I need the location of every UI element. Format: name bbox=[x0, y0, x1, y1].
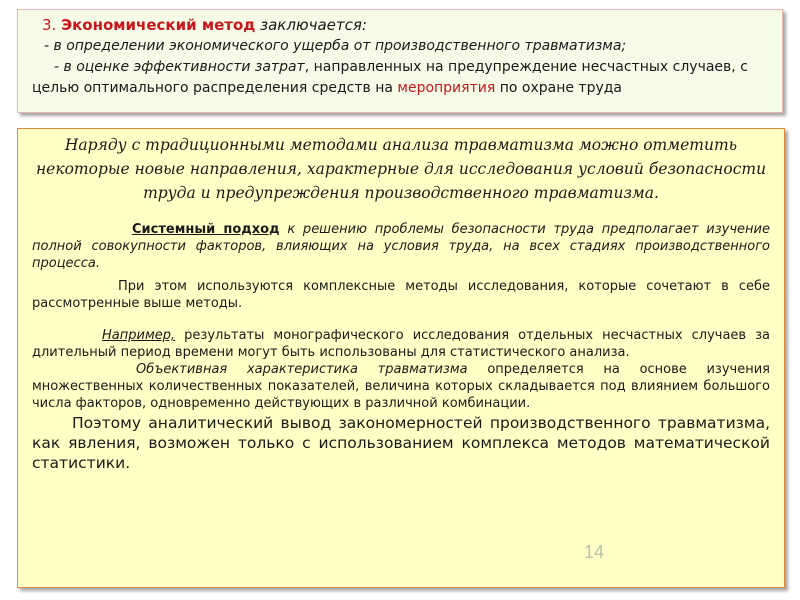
page-number: 14 bbox=[583, 542, 604, 562]
economic-method-heading bbox=[32, 15, 772, 36]
example-term: Например, bbox=[102, 328, 176, 343]
method-title: Экономический метод bbox=[61, 16, 256, 34]
economic-method-point-2-continued bbox=[32, 78, 772, 99]
item-number: 3. bbox=[42, 16, 62, 34]
intro-paragraph: Наряду с традиционными методами анализа травматизма можно отметить некоторые новые направления, характерные для исследования условий безопасности труда и предупреждения производственного травматизма. bbox=[35, 136, 767, 202]
objective-characteristic-term: Объективная характеристика травматизма bbox=[136, 362, 468, 377]
economic-method-point-1: - в определении экономического ущерба от производственного травматизма; bbox=[44, 38, 627, 54]
conclusion-text: Поэтому аналитический вывод закономерностей производственного травматизма, как явления, возможен только с использованием комплекса методов математической статистики. bbox=[32, 414, 770, 472]
highlight-measures: мероприятия bbox=[397, 80, 496, 96]
point-2-prefix: - в оценке эффективности затрат bbox=[54, 59, 305, 75]
economic-method-point-2 bbox=[32, 57, 772, 78]
complex-methods-text: При этом используются комплексные методы исследования, которые сочетают в себе рассмотренные выше методы. bbox=[32, 279, 770, 311]
heading-rest: заключается: bbox=[255, 16, 367, 34]
economic-method-box bbox=[17, 9, 783, 113]
systems-approach-paragraph bbox=[32, 221, 770, 272]
complex-methods-paragraph bbox=[32, 278, 770, 312]
example-paragraph bbox=[32, 327, 770, 361]
systems-approach-text: к решению проблемы безопасности труда предполагает изучение полной совокупности факторов, влияющих на условия труда, на всех стадиях производственного процесса. bbox=[32, 222, 770, 271]
point-2-rest: , направленных на предупреждение несчастных случаев, с bbox=[304, 59, 748, 75]
new-directions-box bbox=[17, 128, 785, 588]
systems-approach-term: Системный подход bbox=[132, 222, 280, 237]
objective-characteristic-text: определяется на основе изучения множественных количественных показателей, величина которых складывается под влиянием большого числа факторов, одновременно действующих в различной комбинации. bbox=[32, 362, 770, 411]
conclusion-paragraph bbox=[32, 413, 770, 473]
point-2-cont-b: по охране труда bbox=[495, 80, 623, 96]
point-2-cont-a: целью оптимального распределения средств на bbox=[32, 80, 398, 96]
objective-characteristic-paragraph bbox=[32, 361, 770, 412]
example-text: результаты монографического исследования отдельных несчастных случаев за длительный период времени могут быть использованы для статистического анализа. bbox=[32, 328, 770, 360]
